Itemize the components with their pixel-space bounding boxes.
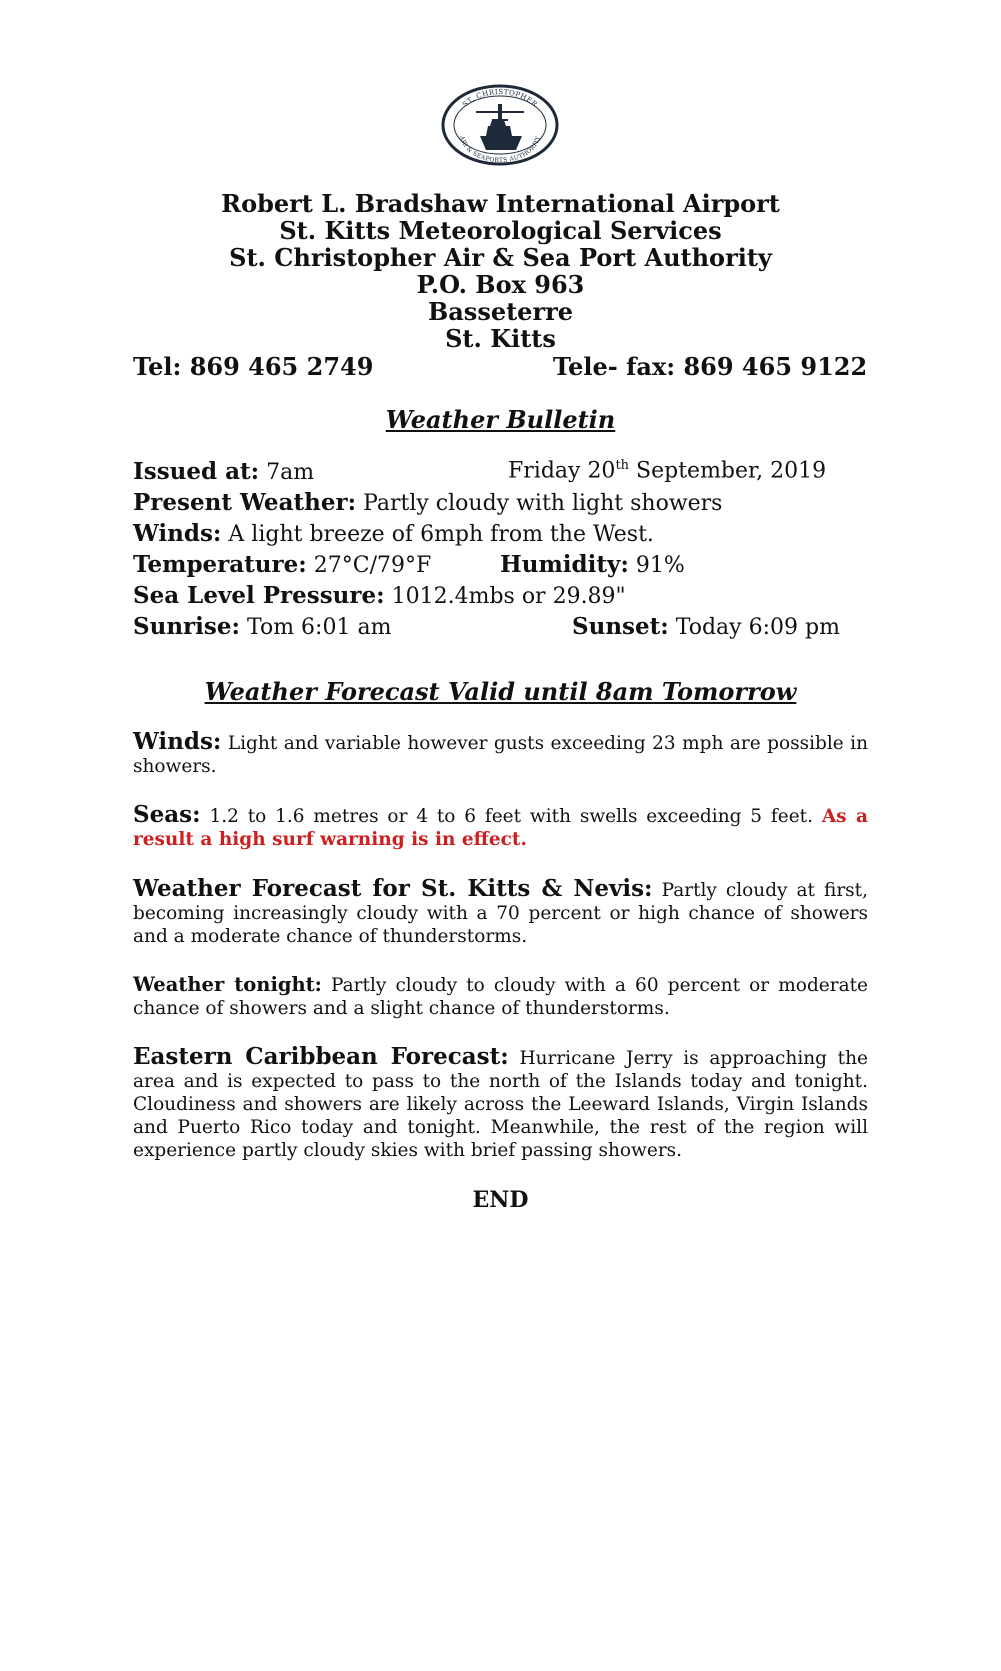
forecast-skn-label: Weather Forecast for St. Kitts & Nevis: <box>133 875 653 902</box>
end-marker: END <box>472 1187 529 1213</box>
forecast-ec-label: Eastern Caribbean Forecast: <box>133 1043 509 1070</box>
header-line-island: St. Kitts <box>445 324 556 353</box>
header-line-pobox: P.O. Box 963 <box>416 270 585 299</box>
forecast-ec-text: Hurricane Jerry is approaching the area and is expected to pass to the north of the Islands today and tonight. Cloudiness and showers are likely across the Leeward Islands, Virgin Islands and Puerto Rico today and tonight. Meanwhile, the rest of the region will experience partly cloudy skies with brief passing showers. <box>133 1048 868 1161</box>
sunset-label: Sunset: <box>572 613 669 640</box>
issued-row <box>133 458 868 488</box>
fax: Tele- fax: 869 465 9122 <box>553 352 868 381</box>
header-line-authority: St. Christopher Air & Sea Port Authority <box>229 243 772 272</box>
forecast-st-kitts-nevis <box>133 877 868 948</box>
sun-row <box>133 613 868 643</box>
forecast-title: Weather Forecast Valid until 8am Tomorrow <box>204 677 797 706</box>
present-value: Partly cloudy with light showers <box>363 491 723 516</box>
temperature-row <box>133 551 868 581</box>
forecast-winds-text: Light and variable however gusts exceeding 23 mph are possible in showers. <box>133 733 868 777</box>
logo-arc-top: ST. CHRISTOPHER <box>461 87 539 109</box>
sunset-value: Today 6:09 pm <box>675 615 840 640</box>
forecast-seas-label: Seas: <box>133 801 201 828</box>
header-line-service: St. Kitts Meteorological Services <box>279 216 722 245</box>
humidity <box>500 551 685 578</box>
forecast-skn-text: Partly cloudy at first, becoming increasingly cloudy with a 70 percent or high chance of showers and a moderate chance of thunderstorms. <box>133 880 868 947</box>
temp-label: Temperature: <box>133 551 307 578</box>
present-label: Present Weather: <box>133 489 357 516</box>
sunrise-value: Tom 6:01 am <box>246 615 392 640</box>
authority-logo <box>440 84 560 166</box>
pressure-row <box>133 582 868 612</box>
forecast-winds-label: Winds: <box>133 728 222 755</box>
pressure-label: Sea Level Pressure: <box>133 582 385 609</box>
contact-row <box>133 352 868 382</box>
forecast-tonight <box>133 973 868 1020</box>
humidity-value: 91% <box>635 553 685 578</box>
header-line-airport: Robert L. Bradshaw International Airport <box>221 189 780 218</box>
winds-row <box>133 520 868 550</box>
present-weather-row <box>133 489 868 519</box>
temp-value: 27°C/79°F <box>313 553 432 578</box>
logo-arc-bottom: AIR & SEAPORTS AUTHORITY <box>458 135 542 165</box>
pressure-value: 1012.4mbs or 29.89" <box>391 584 626 609</box>
sunset <box>572 613 840 640</box>
forecast-tonight-label: Weather tonight: <box>133 973 322 996</box>
forecast-seas-text: 1.2 to 1.6 metres or 4 to 6 feet with swells exceeding 5 feet. <box>209 806 813 827</box>
forecast-eastern-caribbean <box>133 1045 868 1162</box>
forecast-seas <box>133 803 868 851</box>
issue-date: Friday 20th September, 2019 <box>508 458 827 484</box>
telephone: Tel: 869 465 2749 <box>133 352 374 381</box>
header-block <box>0 190 1001 352</box>
bulletin-title: Weather Bulletin <box>385 405 616 434</box>
high-surf-warning: As a result a high surf warning is in effect. <box>133 806 868 850</box>
sunrise-label: Sunrise: <box>133 613 240 640</box>
issued-label: Issued at: <box>133 458 260 485</box>
humidity-label: Humidity: <box>500 551 629 578</box>
issued-value: 7am <box>266 460 315 485</box>
forecast-winds <box>133 730 868 778</box>
forecast-tonight-text: Partly cloudy to cloudy with a 60 percent or moderate chance of showers and a slight chance of thunderstorms. <box>133 975 868 1019</box>
winds-label: Winds: <box>133 520 222 547</box>
header-line-city: Basseterre <box>427 297 574 326</box>
winds-value: A light breeze of 6mph from the West. <box>228 522 654 547</box>
